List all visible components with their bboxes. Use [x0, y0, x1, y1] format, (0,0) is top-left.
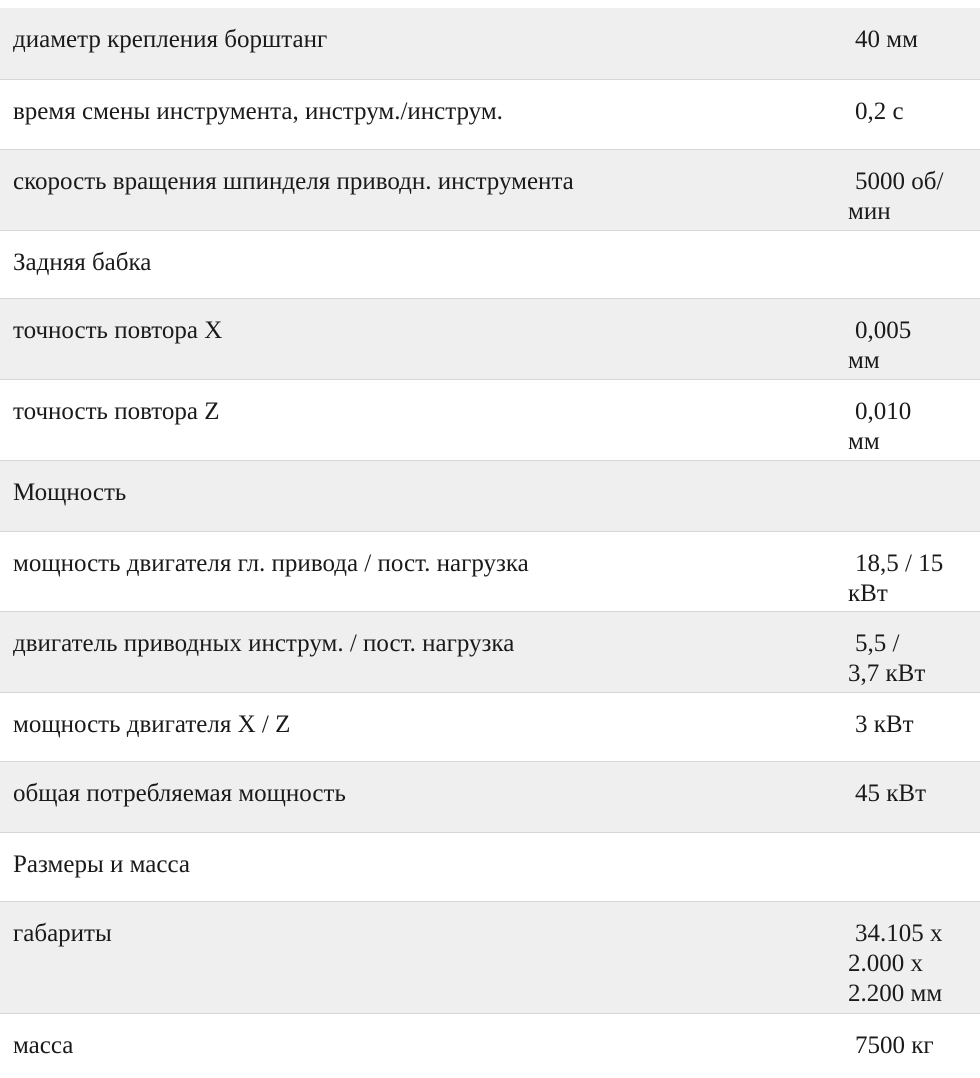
- spec-value: [848, 901, 980, 1013]
- spec-value: [848, 832, 980, 901]
- spec-name: двигатель приводных инструм. / пост. нагрузка: [0, 611, 848, 692]
- spec-name: мощность двигателя гл. привода / пост. нагрузка: [0, 531, 848, 611]
- spec-row: [0, 761, 980, 832]
- spec-value-line: 0,010: [855, 397, 912, 425]
- spec-row: [0, 901, 980, 1013]
- spec-value-line: 34.105 х: [855, 919, 943, 947]
- spec-name: скорость вращения шпинделя приводн. инструмента: [0, 149, 848, 230]
- spec-row: [0, 611, 980, 692]
- spec-name: мощность двигателя X / Z: [0, 692, 848, 761]
- spec-value-line: 3,7 кВт: [848, 659, 926, 687]
- spec-value-line: кВт: [848, 579, 888, 607]
- spec-value: [848, 8, 980, 79]
- spec-value-line: мин: [848, 197, 891, 225]
- spec-value: [848, 692, 980, 761]
- spec-value: [848, 611, 980, 692]
- spec-name: габариты: [0, 901, 848, 1013]
- spec-value: [848, 761, 980, 832]
- spec-value-line: 0,005: [855, 316, 912, 344]
- spec-value: [848, 149, 980, 230]
- specifications-table-body: [0, 8, 980, 1071]
- spec-value-line: 3 кВт: [855, 710, 914, 738]
- section-header-row: [0, 460, 980, 531]
- section-title: Размеры и масса: [0, 832, 848, 901]
- section-header-row: [0, 230, 980, 298]
- spec-value-line: 0,2 с: [855, 97, 904, 125]
- spec-value-line: 18,5 / 15: [855, 549, 944, 577]
- spec-name: общая потребляемая мощность: [0, 761, 848, 832]
- spec-value-line: 7500 кг: [855, 1031, 934, 1059]
- spec-value: [848, 1013, 980, 1071]
- spec-value: [848, 460, 980, 531]
- spec-value: [848, 230, 980, 298]
- spec-value-line: мм: [848, 346, 880, 374]
- spec-value-line: 40 мм: [855, 26, 918, 53]
- spec-row: [0, 692, 980, 761]
- spec-name: точность повтора Z: [0, 379, 848, 460]
- spec-row: [0, 1013, 980, 1071]
- spec-value-line: 5000 об/: [855, 167, 944, 195]
- section-title: Мощность: [0, 460, 848, 531]
- spec-value-line: мм: [848, 427, 880, 455]
- spec-name: масса: [0, 1013, 848, 1071]
- spec-name: точность повтора X: [0, 298, 848, 379]
- spec-value: [848, 298, 980, 379]
- spec-value-line: 5,5 /: [855, 629, 900, 657]
- spec-row: [0, 8, 980, 79]
- spec-row: [0, 79, 980, 149]
- spec-value-line: 2.200 мм: [848, 979, 943, 1007]
- spec-row: [0, 298, 980, 379]
- spec-row: [0, 379, 980, 460]
- spec-value: [848, 379, 980, 460]
- spec-value-line: 2.000 х: [848, 949, 923, 977]
- spec-value: [848, 79, 980, 149]
- specifications-table: [0, 8, 980, 1071]
- spec-row: [0, 531, 980, 611]
- section-title: Задняя бабка: [0, 230, 848, 298]
- spec-value-line: 45 кВт: [855, 779, 926, 807]
- spec-name: диаметр крепления борштанг: [0, 8, 848, 79]
- section-header-row: [0, 832, 980, 901]
- spec-name: время смены инструмента, инструм./инструм.: [0, 79, 848, 149]
- spec-value: [848, 531, 980, 611]
- spec-row: [0, 149, 980, 230]
